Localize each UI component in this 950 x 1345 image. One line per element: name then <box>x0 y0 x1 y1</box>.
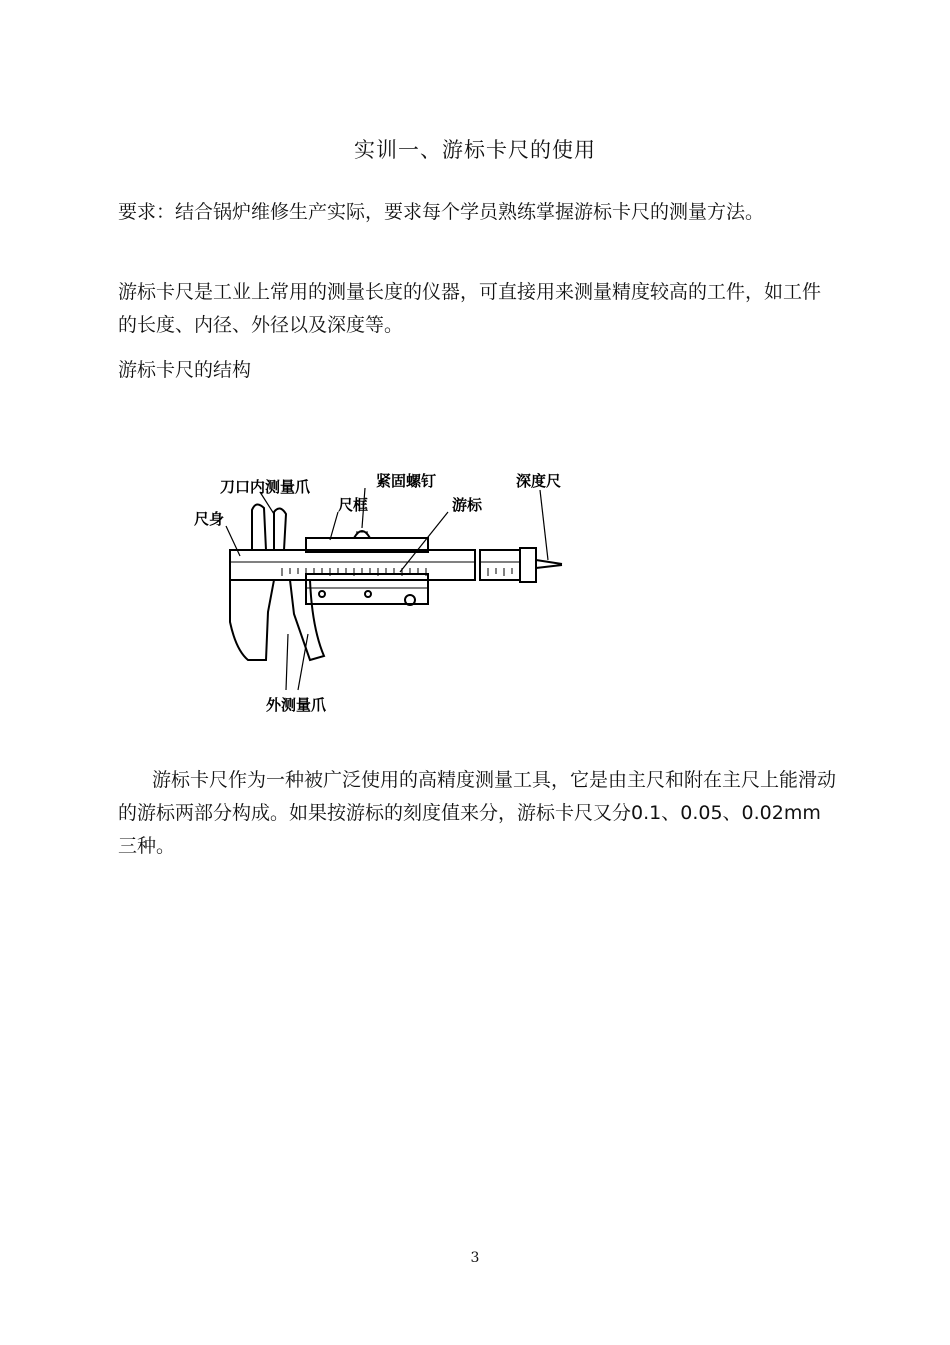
label-vernier: 游标 <box>452 496 483 514</box>
precision-values: 0.1、0.05、0.02mm <box>631 802 821 824</box>
label-knife-inner-jaw: 刀口内测量爪 <box>220 478 311 496</box>
label-locking-screw: 紧固螺钉 <box>376 472 437 490</box>
page-number: 3 <box>470 1250 480 1266</box>
label-frame: 尺框 <box>338 496 369 514</box>
label-main-body: 尺身 <box>194 510 225 528</box>
label-depth-rod: 深度尺 <box>516 472 562 490</box>
description-tail: 三种。 <box>118 835 176 857</box>
intro-paragraph: 游标卡尺是工业上常用的测量长度的仪器，可直接用来测量精度较高的工件，如工件的长度、内径、外径以及深度等。 <box>118 281 822 336</box>
vernier-caliper-diagram <box>190 464 580 724</box>
requirement-paragraph: 要求：结合锅炉维修生产实际，要求每个学员熟练掌握游标卡尺的测量方法。 <box>118 201 765 223</box>
label-outer-jaw: 外测量爪 <box>266 696 327 714</box>
description-text: 游标卡尺作为一种被广泛使用的高精度测量工具，它是由主尺和附在主尺上能滑动的游标两部分构成。如果按游标的刻度值来分，游标卡尺又分 <box>118 769 837 824</box>
page-title: 实训一、游标卡尺的使用 <box>354 138 596 162</box>
description-paragraph <box>118 764 838 863</box>
structure-heading: 游标卡尺的结构 <box>118 359 252 381</box>
